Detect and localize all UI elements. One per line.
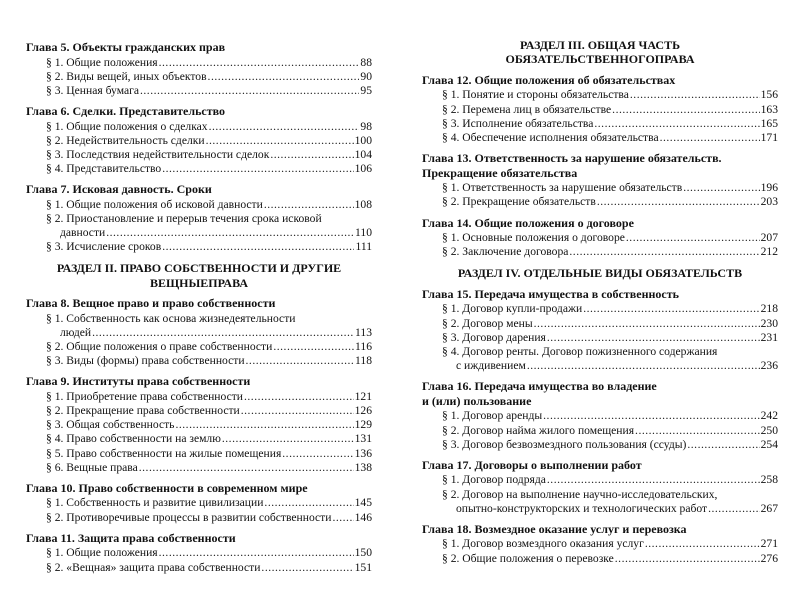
entry-title: § 3. Исчисление сроков — [46, 240, 162, 254]
page-number: 218 — [760, 302, 778, 316]
entry-title: § 4. Обеспечение исполнения обязательства — [442, 130, 659, 144]
entry-title: § 1. Договор купли-продажи — [442, 302, 583, 316]
dot-leader — [683, 181, 759, 195]
page-number: 267 — [760, 501, 778, 515]
page-number: 104 — [354, 147, 372, 161]
page-number: 111 — [355, 240, 372, 254]
chapter-heading — [422, 379, 778, 408]
dot-leader — [594, 117, 759, 131]
page-number: 258 — [760, 473, 778, 487]
page-number: 126 — [354, 404, 372, 418]
chapter-heading: Глава 14. Общие положения о договоре — [422, 215, 634, 230]
entry-title: § 2. Прекращение права собственности — [46, 404, 240, 418]
toc-entry[interactable] — [26, 418, 372, 432]
dot-leader — [583, 302, 759, 316]
chapter-heading-line: Прекращение обязательства — [422, 165, 578, 180]
page-number: 98 — [360, 119, 372, 133]
toc-entry[interactable] — [26, 312, 372, 340]
entry-title: § 6. Вещные права — [46, 460, 138, 474]
entry-title: § 1. Ответственность за нарушение обязательств — [442, 181, 683, 195]
dot-leader — [273, 340, 354, 354]
entry-title: § 3. Договор безвозмездного пользования (ссуды) — [442, 437, 687, 451]
page-number: 276 — [760, 551, 778, 565]
toc-entry[interactable] — [26, 354, 372, 368]
entry-title: § 2. Общие положения о перевозке — [442, 551, 614, 565]
chapter-heading: Глава 5. Объекты гражданских прав — [26, 40, 226, 54]
page-number: 207 — [760, 231, 778, 245]
entry-title-line: людей — [60, 325, 92, 339]
toc-entry[interactable] — [26, 561, 372, 575]
dot-leader — [162, 240, 354, 254]
dot-leader — [626, 231, 760, 245]
page-number: 118 — [355, 354, 372, 368]
dot-leader — [708, 502, 760, 516]
entry-title: § 1. Договор возмездного оказания услуг — [442, 537, 644, 551]
dot-leader — [264, 198, 354, 212]
page-number: 250 — [760, 423, 778, 437]
dot-leader — [543, 409, 759, 423]
entry-title-line: с иждивением — [456, 358, 526, 372]
dot-leader — [139, 461, 354, 475]
page-number: 254 — [760, 437, 778, 451]
page-number: 110 — [355, 226, 372, 240]
toc-entry[interactable] — [422, 231, 778, 245]
toc-entry[interactable] — [422, 537, 778, 551]
toc-entry[interactable] — [422, 302, 778, 316]
chapter-heading-line: Глава 13. Ответственность за нарушение обязательств. — [422, 150, 722, 165]
toc-entry[interactable] — [422, 409, 778, 423]
dot-leader — [175, 418, 353, 432]
entry-title: § 4. Право собственности на землю — [46, 432, 221, 446]
toc-entry[interactable] — [422, 552, 778, 566]
dot-leader — [222, 432, 354, 446]
left-page — [26, 40, 372, 575]
chapter-heading: Глава 11. Защита права собственности — [26, 530, 236, 545]
dot-leader — [92, 326, 354, 340]
toc-entry[interactable] — [422, 131, 778, 145]
part-heading — [422, 266, 778, 280]
toc-entry[interactable] — [422, 103, 778, 117]
chapter-heading: Глава 17. Договоры о выполнении работ — [422, 457, 642, 472]
entry-title: § 2. «Вещная» защита права собственности — [46, 560, 261, 574]
chapter-heading — [422, 151, 778, 180]
entry-title: § 2. Заключение договора — [442, 245, 569, 259]
page-number: 95 — [360, 83, 372, 97]
dot-leader — [206, 134, 354, 148]
toc-entry[interactable] — [26, 511, 372, 525]
page-number: 203 — [760, 195, 778, 209]
toc-entry[interactable] — [422, 88, 778, 102]
page-number: 196 — [760, 181, 778, 195]
toc-entry[interactable] — [422, 117, 778, 131]
entry-title: § 1. Собственность и развитие цивилизации — [46, 496, 264, 510]
entry-title: § 1. Общие положения об исковой давности — [46, 197, 263, 211]
entry-title: § 3. Договор дарения — [442, 330, 546, 344]
toc-entry[interactable] — [26, 390, 372, 404]
toc-entry[interactable] — [26, 340, 372, 354]
chapter-heading-line: Глава 16. Передача имущества во владение — [422, 379, 657, 394]
entry-title: § 3. Общая собственность — [46, 418, 175, 432]
entry-title-line: § 2. Приостановление и перерыв течения срока исковой — [46, 212, 322, 225]
entry-title: § 2. Общие положения о праве собственности — [46, 340, 273, 354]
page-number: 113 — [355, 325, 372, 339]
entry-title: § 1. Общие положения — [46, 546, 158, 560]
toc-entry[interactable] — [422, 317, 778, 331]
chapter-heading: Глава 18. Возмездное оказание услуг и перевозка — [422, 521, 687, 536]
chapter-heading: Глава 12. Общие положения об обязательствах — [422, 72, 676, 87]
dot-leader — [159, 546, 354, 560]
chapter-heading: Глава 6. Сделки. Представительство — [26, 104, 226, 119]
page-number: 108 — [354, 197, 372, 211]
entry-title-line: опытно-конструкторских и технологических работ — [456, 501, 708, 515]
toc-entry[interactable] — [26, 447, 372, 461]
dot-leader — [332, 511, 353, 525]
entry-title: § 1. Приобретение права собственности — [46, 390, 243, 404]
toc-entry[interactable] — [26, 84, 372, 98]
toc-entry[interactable] — [26, 162, 372, 176]
page-number: 271 — [760, 537, 778, 551]
page-number: 163 — [760, 102, 778, 116]
page-number: 150 — [354, 546, 372, 560]
toc-entry[interactable] — [422, 473, 778, 487]
toc-entry[interactable] — [26, 70, 372, 84]
page-number: 242 — [760, 409, 778, 423]
toc-entry[interactable] — [26, 212, 372, 240]
entry-title: § 5. Право собственности на жилые помещения — [46, 446, 282, 460]
entry-title: § 2. Перемена лиц в обязательстве — [442, 102, 612, 116]
dot-leader — [140, 84, 359, 98]
entry-title: § 1. Общие положения — [46, 55, 158, 69]
toc-entry[interactable] — [26, 198, 372, 212]
chapter-heading-line: и (или) пользование — [422, 393, 532, 408]
dot-leader — [547, 331, 760, 345]
part-heading — [26, 261, 372, 290]
toc-entry[interactable] — [422, 345, 778, 373]
dot-leader — [660, 131, 760, 145]
toc-entry[interactable] — [422, 331, 778, 345]
entry-title: § 3. Исполнение обязательства — [442, 116, 594, 130]
dot-leader — [547, 473, 760, 487]
entry-title-line: § 2. Договор на выполнение научно-исследовательских, — [442, 487, 718, 501]
page-number: 131 — [354, 432, 372, 446]
entry-title-continuation — [442, 359, 778, 373]
dot-leader — [527, 359, 760, 373]
dot-leader — [687, 438, 759, 452]
part-heading-line: ОБЯЗАТЕЛЬСТВЕННОГОПРАВА — [505, 52, 695, 67]
entry-title: § 2. Противоречивые процессы в развитии собственности — [46, 510, 332, 524]
dot-leader — [159, 56, 360, 70]
toc-entry[interactable] — [422, 438, 778, 452]
page-number: 231 — [760, 330, 778, 344]
entry-title: § 1. Общие положения о сделках — [46, 119, 208, 133]
page-number: 121 — [354, 390, 372, 404]
dot-leader — [209, 120, 360, 134]
dot-leader — [106, 226, 354, 240]
toc-entry[interactable] — [422, 488, 778, 516]
dot-leader — [270, 148, 353, 162]
page-number: 212 — [760, 245, 778, 259]
dot-leader — [597, 195, 760, 209]
page-number: 151 — [354, 560, 372, 574]
right-page — [422, 38, 778, 566]
chapter-heading: Глава 10. Право собственности в современном мире — [26, 480, 308, 495]
toc-entry[interactable] — [422, 424, 778, 438]
toc-entry[interactable] — [422, 195, 778, 209]
dot-leader — [261, 561, 353, 575]
dot-leader — [241, 404, 354, 418]
page-number: 129 — [354, 418, 372, 432]
dot-leader — [635, 424, 760, 438]
page-number: 116 — [355, 340, 372, 354]
page-number: 171 — [760, 130, 778, 144]
part-heading-line: РАЗДЕЛ II. ПРАВО СОБСТВЕННОСТИ И ДРУГИЕ — [56, 261, 342, 276]
page-number: 165 — [760, 116, 778, 130]
toc-entry[interactable] — [26, 461, 372, 475]
toc-entry[interactable] — [26, 546, 372, 560]
entry-title: § 2. Договор мены — [442, 316, 533, 330]
entry-title-line: § 4. Договор ренты. Договор пожизненного содержания — [442, 344, 718, 358]
entry-title: § 2. Недействительность сделки — [46, 133, 205, 147]
dot-leader — [162, 162, 353, 176]
entry-title: § 1. Основные положения о договоре — [442, 231, 625, 245]
entry-title: § 2. Договор найма жилого помещения — [442, 423, 635, 437]
dot-leader — [282, 447, 353, 461]
page-number: 230 — [760, 316, 778, 330]
chapter-heading: Глава 8. Вещное право и право собственности — [26, 296, 276, 311]
page-number: 146 — [354, 510, 372, 524]
part-heading-line: ВЕЩНЫЕПРАВА — [149, 275, 248, 290]
toc-entry[interactable] — [26, 134, 372, 148]
dot-leader — [246, 354, 355, 368]
toc-entry[interactable] — [26, 404, 372, 418]
entry-title: § 3. Последствия недействительности сделок — [46, 147, 270, 161]
entry-title: § 4. Представительство — [46, 162, 162, 176]
dot-leader — [615, 552, 760, 566]
chapter-heading: Глава 9. Институты права собственности — [26, 374, 251, 389]
page-number: 100 — [354, 133, 372, 147]
toc-entry[interactable] — [26, 148, 372, 162]
dot-leader — [645, 537, 760, 551]
entry-title-continuation — [46, 326, 372, 340]
page-number: 106 — [354, 162, 372, 176]
entry-title: § 1. Понятие и стороны обязательства — [442, 88, 629, 102]
entry-title: § 1. Договор аренды — [442, 409, 543, 423]
part-heading — [422, 38, 778, 67]
entry-title: § 3. Виды (формы) права собственности — [46, 354, 245, 368]
page-number: 145 — [354, 496, 372, 510]
page-number: 136 — [354, 446, 372, 460]
dot-leader — [569, 245, 759, 259]
page-number: 88 — [360, 55, 372, 69]
toc-entry[interactable] — [26, 240, 372, 254]
entry-title-line: § 1. Собственность как основа жизнедеятельности — [46, 311, 296, 325]
entry-title-continuation — [46, 226, 372, 240]
entry-title: § 2. Виды вещей, иных объектов — [46, 69, 207, 83]
page-number: 156 — [760, 88, 778, 102]
toc-entry[interactable] — [422, 245, 778, 259]
page-number: 90 — [360, 69, 372, 83]
dot-leader — [612, 103, 759, 117]
chapter-heading: Глава 15. Передача имущества в собственность — [422, 286, 679, 301]
entry-title: § 3. Ценная бумага — [46, 83, 139, 97]
dot-leader — [534, 317, 760, 331]
toc-entry[interactable] — [26, 432, 372, 446]
part-heading-line: РАЗДЕЛ III. ОБЩАЯ ЧАСТЬ — [519, 38, 681, 52]
dot-leader — [208, 70, 360, 84]
page-number: 138 — [354, 460, 372, 474]
page-number: 236 — [760, 358, 778, 372]
part-heading-line: РАЗДЕЛ IV. ОТДЕЛЬНЫЕ ВИДЫ ОБЯЗАТЕЛЬСТВ — [457, 266, 743, 281]
toc-entry[interactable] — [26, 496, 372, 510]
entry-title: § 2. Прекращение обязательств — [442, 195, 596, 209]
chapter-heading: Глава 7. Исковая давность. Сроки — [26, 182, 212, 197]
toc-entry[interactable] — [422, 181, 778, 195]
toc-entry[interactable] — [26, 120, 372, 134]
entry-title-line: давности — [60, 226, 106, 240]
toc-entry[interactable] — [26, 56, 372, 70]
dot-leader — [630, 88, 760, 102]
entry-title-continuation — [442, 502, 778, 516]
dot-leader — [264, 496, 353, 510]
dot-leader — [244, 390, 354, 404]
entry-title: § 1. Договор подряда — [442, 473, 546, 487]
